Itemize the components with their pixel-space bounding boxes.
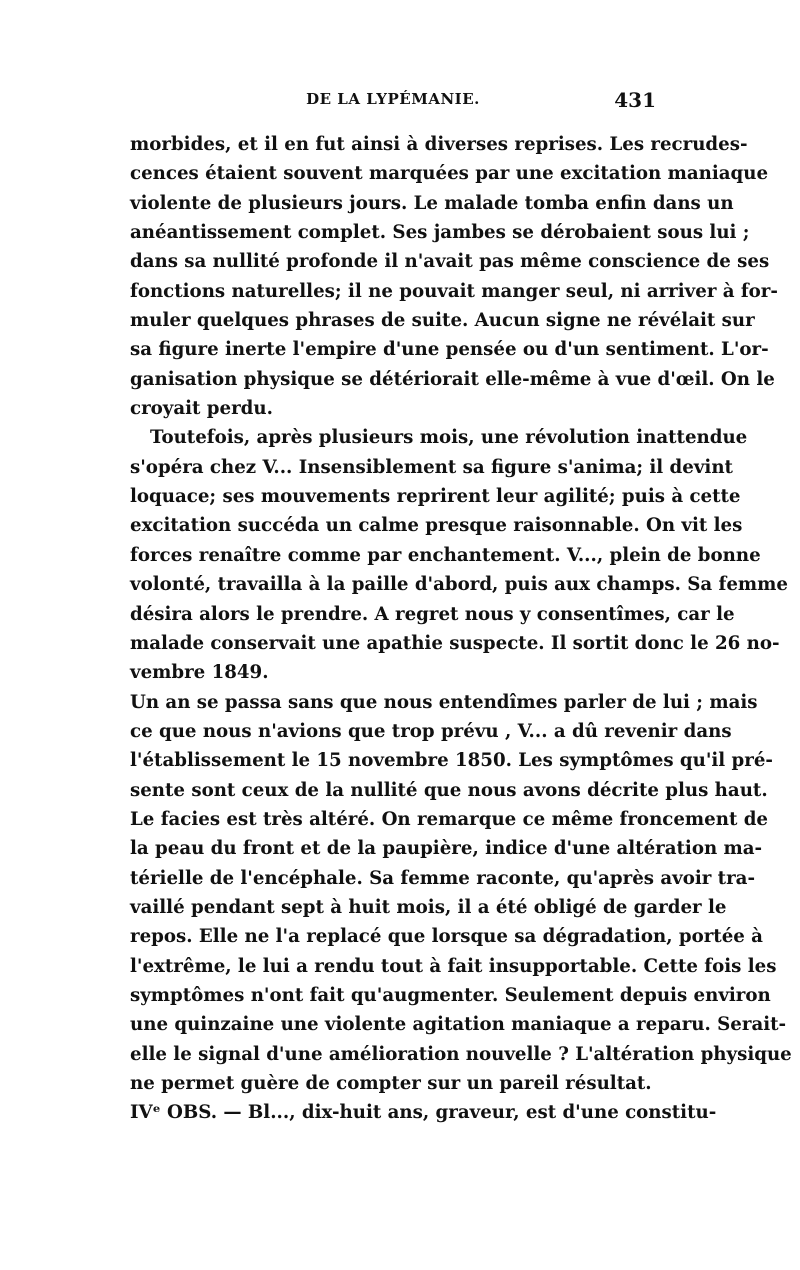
- text-line: s'opéra chez V... Insensiblement sa figure s'anima; il devint: [130, 456, 733, 478]
- text-line: elle le signal d'une amélioration nouvelle ? L'altération physique: [130, 1043, 792, 1065]
- paragraph-start-line: Toutefois, après plusieurs mois, une révolution inattendue: [150, 427, 748, 449]
- text-line: violente de plusieurs jours. Le malade tomba enfin dans un: [130, 192, 734, 214]
- text-line: térielle de l'encéphale. Sa femme raconte, qu'après avoir tra-: [130, 867, 755, 889]
- text-line: ne permet guère de compter sur un pareil résultat.: [130, 1073, 652, 1094]
- text-line: la peau du front et de la paupière, indice d'une altération ma-: [130, 838, 763, 860]
- text-line: loquace; ses mouvements reprirent leur agilité; puis à cette: [130, 486, 741, 508]
- text-line: Le facies est très altéré. On remarque ce même froncement de: [130, 808, 768, 830]
- text-line: morbides, et il en fut ainsi à diverses reprises. Les recrudes-: [130, 134, 748, 155]
- text-line: sente sont ceux de la nullité que nous avons décrite plus haut.: [130, 779, 768, 801]
- text-line: dans sa nullité profonde il n'avait pas même conscience de ses: [130, 251, 770, 273]
- text-line: repos. Elle ne l'a replacé que lorsque sa dégradation, portée à: [130, 926, 763, 948]
- text-line: vembre 1849.: [130, 662, 269, 684]
- text-line: une quinzaine une violente agitation maniaque a reparu. Serait-: [130, 1014, 787, 1036]
- text-line: forces renaître comme par enchantement. V..., plein de bonne: [130, 544, 761, 566]
- text-line: symptômes n'ont fait qu'augmenter. Seulement depuis environ: [130, 984, 771, 1006]
- text-line: ganisation physique se détériorait elle-même à vue d'œil. On le: [130, 368, 775, 390]
- text-line: croyait perdu.: [130, 398, 273, 420]
- text-line: l'établissement le 15 novembre 1850. Les symptômes qu'il pré-: [130, 750, 773, 772]
- text-line: anéantissement complet. Ses jambes se dérobaient sous lui ;: [130, 222, 750, 244]
- text-line: cences étaient souvent marquées par une excitation maniaque: [130, 163, 769, 185]
- text-line: désira alors le prendre. A regret nous y consentîmes, car le: [130, 603, 735, 625]
- text-line: malade conservait une apathie suspecte. Il sortit donc le 26 no-: [130, 632, 780, 654]
- text-line: muler quelques phrases de suite. Aucun signe ne révélait sur: [130, 310, 755, 332]
- text-line: excitation succéda un calme presque raisonnable. On vit les: [130, 515, 743, 537]
- text-line: vaillé pendant sept à huit mois, il a été obligé de garder le: [130, 896, 727, 918]
- page-number: 431: [614, 88, 656, 112]
- text-line: fonctions naturelles; il ne pouvait manger seul, ni arriver à for-: [130, 280, 778, 302]
- running-head: [130, 90, 656, 120]
- running-title: DE LA LYPÉMANIE.: [306, 90, 480, 108]
- text-line: l'extrême, le lui a rendu tout à fait insupportable. Cette fois les: [130, 955, 777, 977]
- paragraph-start-line: Un an se passa sans que nous entendîmes parler de lui ; mais: [130, 691, 758, 713]
- observation-heading-line: IVᵉ OBS. — Bl..., dix-huit ans, graveur, est d'une constitu-: [130, 1102, 717, 1124]
- body-text: [130, 130, 792, 1128]
- text-line: sa figure inerte l'empire d'une pensée ou d'un sentiment. L'or-: [130, 339, 769, 361]
- text-line: volonté, travailla à la paille d'abord, puis aux champs. Sa femme: [130, 574, 788, 596]
- text-line: ce que nous n'avions que trop prévu , V... a dû revenir dans: [130, 720, 732, 742]
